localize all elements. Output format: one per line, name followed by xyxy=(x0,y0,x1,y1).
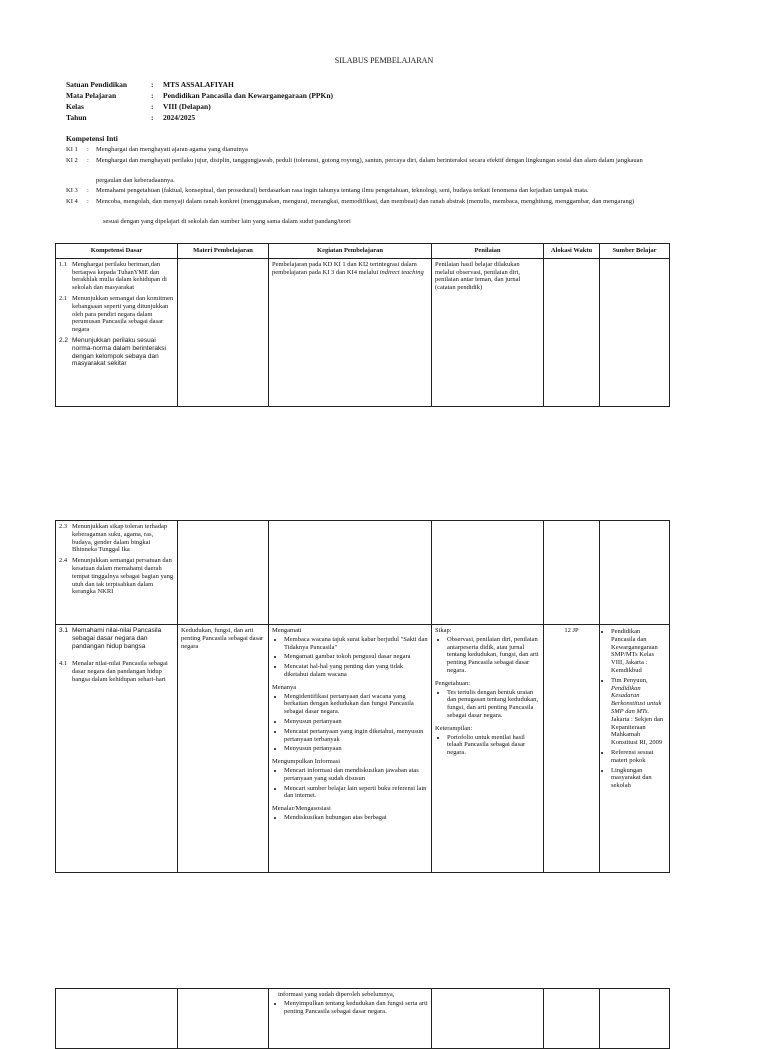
ki-text-cont: sesuai dengan yang dipelajari di sekolah dan sumber lain yang sama dalam sudut pandang/teori xyxy=(103,218,351,225)
list-item: • Mencari sumber belajar lain seperti buku referensi lain dan internet. xyxy=(284,785,428,801)
list-item: • Menyimpulkan tentang kedudukan dan fungsi serta arti penting Pancasila sebagai dasar negara. xyxy=(284,1000,428,1016)
list-item: • Portofolio untuk menilai hasil telaah Pancasila sebagai dasar negara. xyxy=(447,734,540,757)
kd-number: 2.2 xyxy=(59,336,69,344)
penilaian-heading-keterampilan: Keterampilan: xyxy=(435,724,473,732)
kd-item xyxy=(59,557,174,596)
kd-text: Menunjukkan sikap toleran terhadap keberagaman suku, agama, ras, budaya, gender dalam bingkai Bhinneka Tunggal Ika xyxy=(72,523,168,554)
list-item: • Referensi sesuai materi pokok xyxy=(611,749,666,765)
list-item: • Tes tertulis dengan bentuk uraian dan penugasan tentang kedudukan, fungsi, dan arti penting Pancasila sebagai dasar negara. xyxy=(447,689,540,720)
ki-text: Menghargai dan menghayati ajaran agama yang dianutnya xyxy=(96,146,248,153)
list-item: • Pendidikan Pancasila dan Kewarganegaraan SMP/MTs Kelas VIII, Jakarta : Kemdikbud xyxy=(611,628,666,675)
alokasi-cell xyxy=(544,989,600,1049)
kd-item xyxy=(59,660,174,683)
sumber-text: Jakarta : Sekjen dan Kepaniteraan Mahkamah Konstitusi RI, 2009 xyxy=(611,715,664,747)
kd-number: 2.3 xyxy=(59,523,68,530)
ki-text-cont: pergaulan dan keberadaannya. xyxy=(96,177,175,184)
ki-text: Menghargai dan menghayati perilaku jujur, disiplin, tanggungjawab, peduli (toleransi, gotong royong), santun, percaya diri, dalam berinteraksi secara efektif dengan lingkungan sosial dan alam dalam jangkauan xyxy=(96,157,643,164)
penilaian-cell xyxy=(432,625,544,873)
info-sep: : xyxy=(151,113,154,122)
kegiatan-heading-menanya: Menanya xyxy=(272,683,297,691)
list-item: • Membaca wacana tajuk surat kabar berjudul "Sakti dan Tidaknya Pancasila" xyxy=(284,636,428,652)
sikap-list xyxy=(435,636,540,675)
list-item: • Mencatat pertanyaan yang ingin diketahui, menyusun pertanyaan terbanyak xyxy=(284,728,428,744)
mengumpulkan-list xyxy=(272,767,428,800)
header-penilaian: Penilaian xyxy=(432,244,544,259)
page-title: SILABUS PEMBELAJARAN xyxy=(334,56,434,65)
table-row xyxy=(56,989,670,1049)
list-item: • Mengamati gambar tokoh pengusul dasar negara xyxy=(284,653,428,661)
ki-sep: : xyxy=(87,146,89,153)
materi-cell xyxy=(178,521,269,625)
kompetensi-dasar-cell xyxy=(56,625,178,873)
kd-number: 3.1 xyxy=(59,627,69,634)
header-kompetensi-dasar: Kompetensi Dasar xyxy=(56,244,178,259)
kd-item xyxy=(59,337,174,368)
materi-cell: Kedudukan, fungsi, dan arti penting Pancasila sebagai dasar negara xyxy=(178,625,269,873)
kd-number: 1.1 xyxy=(59,260,68,268)
alokasi-cell: 12 JP xyxy=(544,625,600,873)
kd-number: 4.1 xyxy=(59,660,68,668)
ki-sep: : xyxy=(87,198,89,205)
sumber-cell xyxy=(600,625,670,873)
penilaian-cell xyxy=(432,521,544,625)
ki-4 xyxy=(66,198,691,228)
info-value: 2024/2025 xyxy=(163,113,196,122)
info-value: Pendidikan Pancasila dan Kewarganegaraan (PPKn) xyxy=(163,91,334,100)
ki-sep: : xyxy=(87,157,89,164)
kompetensi-dasar-cell xyxy=(56,258,178,406)
info-sep: : xyxy=(151,80,154,89)
menalar-list xyxy=(272,814,428,822)
sumber-cell xyxy=(600,521,670,625)
header-materi: Materi Pembelajaran xyxy=(178,244,269,259)
kegiatan-continued: informasi yang sudah diperoleh sebelumnya, xyxy=(278,991,395,998)
syllabus-table-1 xyxy=(55,243,670,407)
penilaian-heading-sikap: Sikap: xyxy=(435,627,452,634)
kd-item xyxy=(59,261,174,292)
header-sumber: Sumber Belajar xyxy=(600,244,670,259)
kd-text: Menalar nilai-nilai Pancasila sebagai dasar negara dan pandangan hidup bangsa dalam kehidupan sehari-hari xyxy=(72,660,168,683)
info-sep: : xyxy=(151,102,154,111)
sumber-text: Tim Penyuun, xyxy=(611,676,648,684)
info-value: MTS ASSALAFIYAH xyxy=(163,80,234,89)
pengetahuan-list xyxy=(435,689,540,720)
info-value: VIII (Delapan) xyxy=(163,102,211,111)
ki-1 xyxy=(66,146,691,155)
info-label: Mata Pelajaran xyxy=(66,91,117,100)
sumber-italic: Pendidikan Kesadaran Berkonstitusi untuk SMP dan MTs. xyxy=(611,684,662,715)
list-item: • Lingkungan masyarakat dan sekolah xyxy=(611,767,666,790)
ki-label: KI 4 xyxy=(66,198,78,205)
ki-label: KI 2 xyxy=(66,157,78,164)
ki-text: Mencoba, mengolah, dan menyaji dalam ranah konkret (menggunakan, mengurai, merangkai, memodifikasi, dan membuat) dan ranah abstrak (menulis, membaca, menghitung, menggambar, dan mengarang) xyxy=(96,198,635,205)
header-kegiatan: Kegiatan Pembelajaran xyxy=(269,244,432,259)
list-item: • Mengidentifikasi pertanyaan dari wacana yang berkaitan dengan kedudukan dan fungsi Pancasila sebagai dasar negara. xyxy=(284,693,428,716)
kd-text: Memahami nilai-nilai Pancasila sebagai dasar negara dan pandangan hidup bangsa xyxy=(72,627,162,650)
penilaian-heading-pengetahuan: Pengetahuan: xyxy=(435,679,471,687)
kegiatan-text: Pembelajaran pada KD KI 1 dan KI2 terintegrasi dalam pembelajaran pada KI 3 dan KI4 melalui xyxy=(272,260,417,276)
kd-number: 2.4 xyxy=(59,557,68,565)
list-item: • Mendiskusikan hubungan atas berbagai xyxy=(284,814,428,822)
list-item: • Mencari informasi dan mendiskusikan jawaban atas pertanyaan yang sudah disusun xyxy=(284,767,428,783)
alokasi-cell xyxy=(544,521,600,625)
kompetensi-dasar-cell xyxy=(56,521,178,625)
info-label: Tahun xyxy=(66,113,87,122)
list-item xyxy=(611,677,666,747)
sumber-cell xyxy=(600,258,670,406)
list-item: • Mencatat hal-hal yang penting dan yang tidak diketahui dalam wacana xyxy=(284,663,428,679)
syllabus-table-3 xyxy=(55,988,670,1049)
mengamati-list xyxy=(272,636,428,679)
keterampilan-list xyxy=(435,734,540,757)
kompetensi-dasar-cell xyxy=(56,989,178,1049)
kd-item xyxy=(59,295,174,334)
penilaian-cell xyxy=(432,989,544,1049)
kd-text: Menunjukkan perilaku sesuai norma-norma dalam berinteraksi dengan kelompok sebaya dan masyarakat sekitar xyxy=(72,336,166,368)
materi-cell xyxy=(178,989,269,1049)
menanya-list xyxy=(272,693,428,754)
kegiatan-heading-mengamati: Mengamati xyxy=(272,627,302,634)
kd-text: Menghargai perilaku beriman,dan bertaqwa kepada TuhanYME dan berakhlak mulia dalam kehidupan di sekolah dan masyarakat xyxy=(72,260,167,292)
kd-text: Menunjukkan semangat dan komitmen kebangsaan seperti yang ditunjukkan oleh para pendiri negara dalam perumusan Pancasila sebagai dasar negara xyxy=(72,294,174,334)
header-alokasi: Alokasi Waktu xyxy=(544,244,600,259)
info-label: Kelas xyxy=(66,102,84,111)
kegiatan-cell xyxy=(269,258,432,406)
kegiatan-cell xyxy=(269,989,432,1049)
alokasi-cell xyxy=(544,258,600,406)
menalar-list-cont xyxy=(272,1000,428,1016)
kd-item xyxy=(59,523,174,554)
info-sep: : xyxy=(151,91,154,100)
syllabus-table-2 xyxy=(55,520,670,873)
table-row xyxy=(56,625,670,873)
ki-label: KI 3 xyxy=(66,187,78,194)
sumber-list xyxy=(603,628,666,790)
kegiatan-italic: indirect teaching xyxy=(379,268,424,276)
materi-cell xyxy=(178,258,269,406)
kd-item xyxy=(59,627,174,650)
table-header-row xyxy=(56,244,670,259)
sumber-cell xyxy=(600,989,670,1049)
list-item: • Menyusun pertanyaan xyxy=(284,718,428,726)
list-item: • Observasi, penilaian diri, penilaian antarpeserta didik, atau jurnal tentang kedudukan, fungsi, dan arti penting Pancasila sebagai dasar negara. xyxy=(447,636,540,675)
kegiatan-heading-mengumpulkan: Mengumpulkan Informasi xyxy=(272,758,341,766)
table-row xyxy=(56,521,670,625)
ki-text: Memahami pengetahuan (faktual, konseptual, dan prosedural) berdasarkan rasa ingin tahunya tentang ilmu pengetahuan, teknologi, seni, budaya terkait fenomena dan kejadian tampak mata. xyxy=(96,187,589,194)
ki-sep: : xyxy=(87,187,89,194)
table-row xyxy=(56,258,670,406)
kegiatan-heading-menalar: Menalar/Mengasosiasi xyxy=(272,805,331,813)
kd-number: 2.1 xyxy=(59,294,68,302)
list-item: • Menyusun pertanyaan xyxy=(284,745,428,753)
ki-3 xyxy=(66,187,691,196)
kegiatan-cell xyxy=(269,625,432,873)
kegiatan-cell xyxy=(269,521,432,625)
ki-heading: Kompetensi Inti xyxy=(66,134,118,143)
penilaian-cell: Penilaian hasil belajar dilakukan melalui observasi, penilaian diri, penilaian antar teman, dan jurnal (catatan pendidik) xyxy=(432,258,544,406)
ki-label: KI 1 xyxy=(66,146,78,153)
info-label: Satuan Pendidikan xyxy=(66,80,128,89)
ki-2 xyxy=(66,157,691,183)
kd-text: Menunjukkan semangat persatuan dan kesatuan dalam memahami daerah tempat tinggalnya sebagai bagian yang utuh dan tak terpisahkan dalam kerangka NKRI xyxy=(72,557,174,596)
